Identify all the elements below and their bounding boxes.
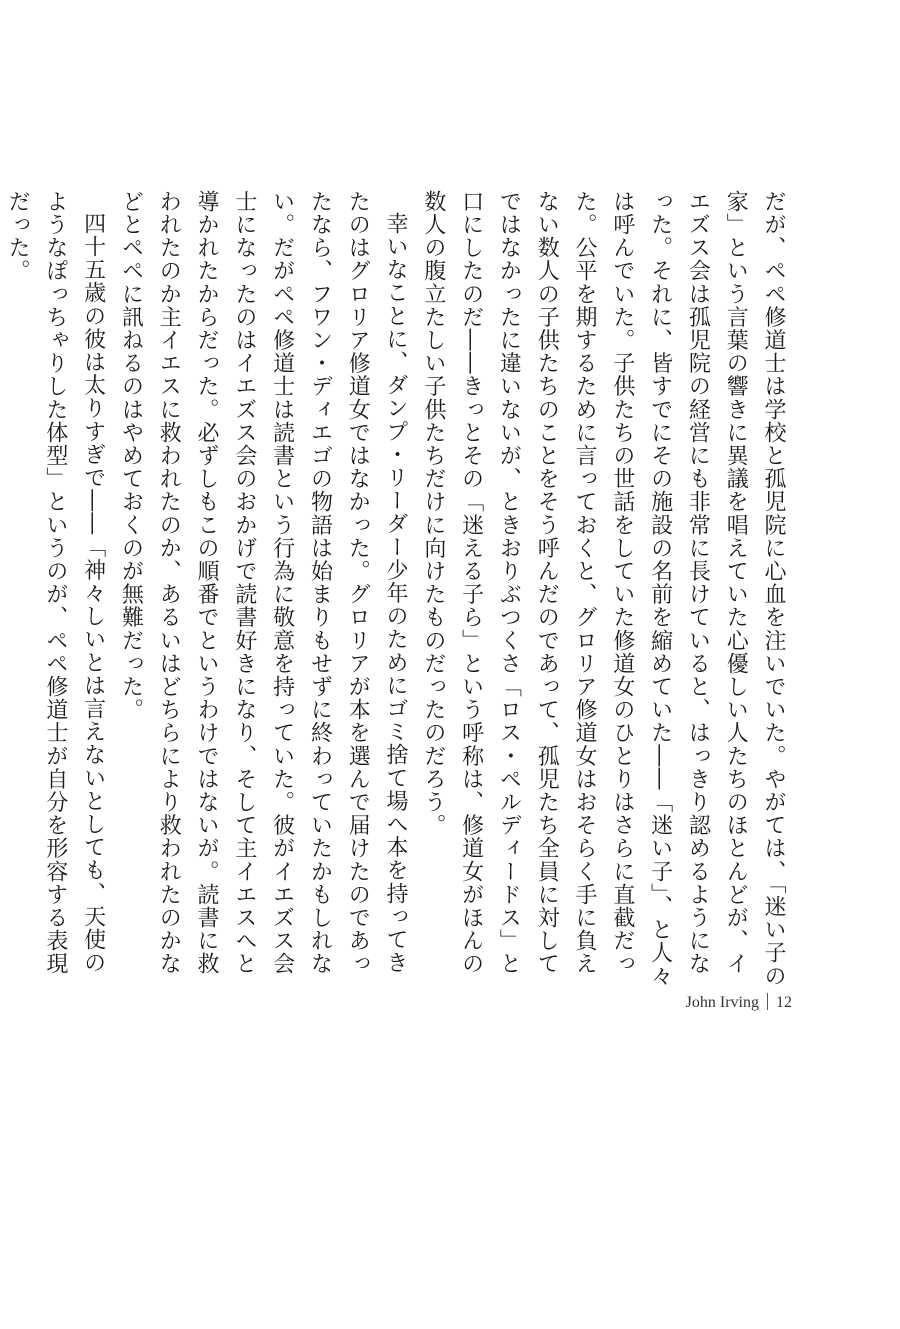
page-number: 12: [776, 994, 792, 1011]
footer-divider: [767, 993, 768, 1010]
paragraph-1: だが、ペペ修道士は学校と孤児院に心血を注いでいた。やがては、「迷い子の家」という言葉の響きに異議を唱えていた心優しい人たちのほとんどが、イエズス会は孤児院の経営にも非常に長けていると、はっきり認めるようになった。それに、皆すでにその施設の名前を縮めていた――「迷い子」、と人々は呼んでいた。子供たちの世話をしていた修道女のひとりはさらに直截だった。公平を期するために言っておくと、グロリア修道女はおそらく手に負えない数人の子供たちのことをそう呼んだのであって、孤児たち全員に対してではなかったに違いないが、ときおりぶつくさ「ロス・ペルディードス」と口にしたのだ――きっとその「迷える子ら」という呼称は、修道女がほんの数人の腹立たしい子供たちだけに向けたものだったのだろう。: [420, 190, 786, 988]
vertical-text-block: [5, 190, 792, 990]
paragraph-2: 幸いなことに、ダンプ・リーダー少年のためにゴミ捨て場へ本を持ってきたのはグロリア修道女ではなかった。グロリアが本を選んで届けたのであったなら、フワン・ディエゴの物語は始まりもせずに終わっていたかもしれない。だがペペ修道士は読書という行為に敬意を持っていた。彼がイエズス会士になったのはイエズス会のおかげで読書好きになり、そして主イエスへと導かれたからだった。必ずしもこの順番でというわけではないが。読書に救われたのか主イエスに救われたのか、あるいはどちらにより救われたのかなどとペペに訊ねるのはやめておくのが無難だった。: [118, 190, 409, 976]
paragraph-3: 四十五歳の彼は太りすぎで――「神々しいとは言えないとしても、天使のようなぽっちゃりした体型」というのが、ペペ修道士が自分を形容する表現だった。: [5, 190, 106, 976]
footer-author: John Irving: [685, 994, 759, 1011]
page-footer: [686, 993, 792, 1012]
